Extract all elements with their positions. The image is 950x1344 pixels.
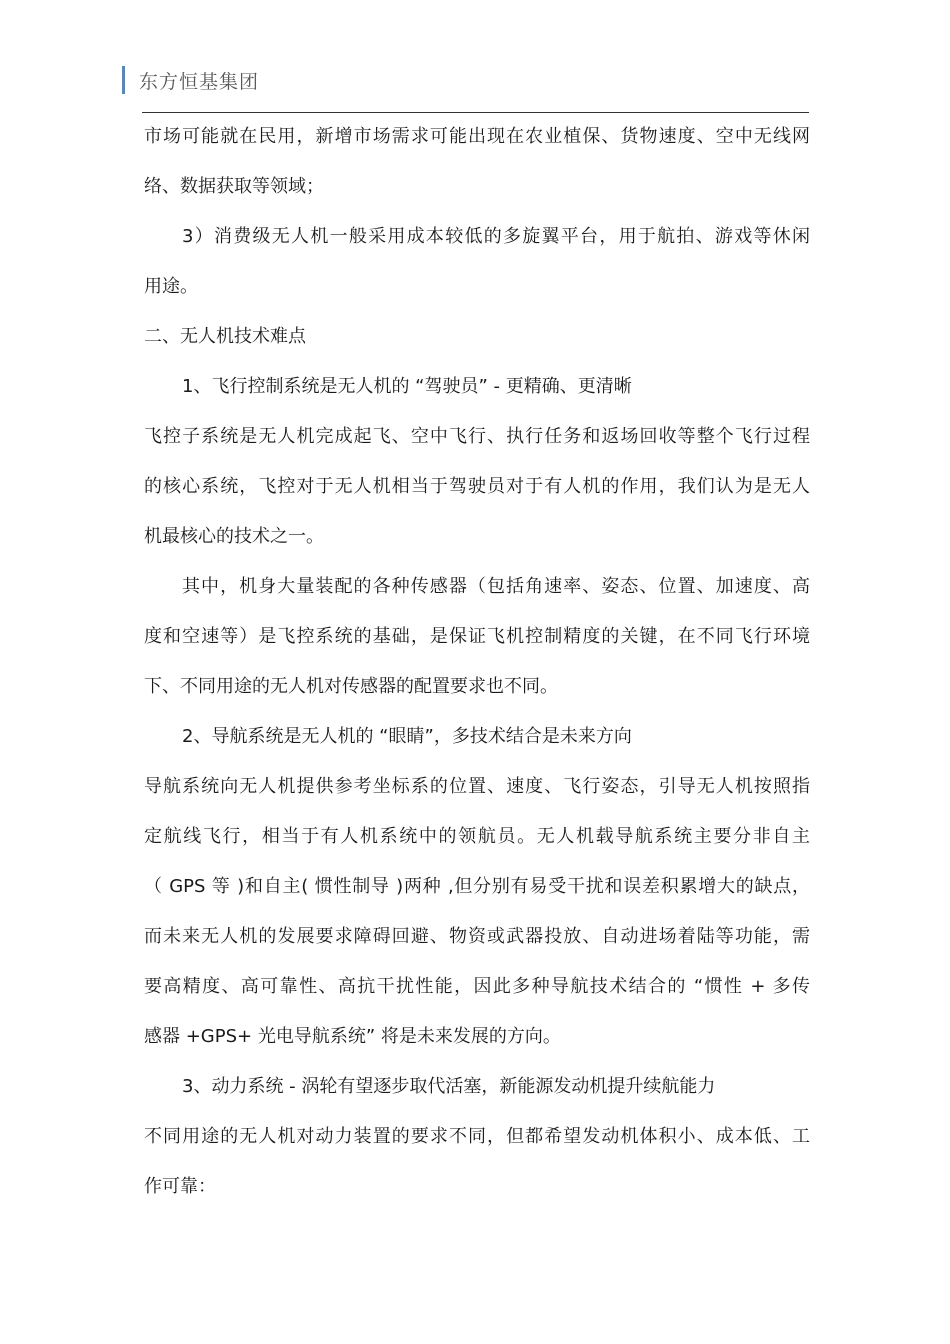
header-accent-bar <box>122 66 125 94</box>
text-line: 要高精度、高可靠性、高抗干扰性能，因此多种导航技术结合的 “惯性 + 多传 <box>144 976 810 997</box>
text-line: 2、导航系统是无人机的 “眼睛”，多技术结合是未来方向 <box>182 726 632 747</box>
text-line: 作可靠： <box>144 1176 216 1197</box>
text-line: 度和空速等）是飞控系统的基础，是保证飞机控制精度的关键，在不同飞行环境 <box>144 626 810 647</box>
text-line: 而未来无人机的发展要求障碍回避、物资或武器投放、自动进场着陆等功能，需 <box>144 926 810 947</box>
text-line: 下、不同用途的无人机对传感器的配置要求也不同。 <box>144 676 558 697</box>
text-line: 络、数据获取等领域； <box>144 176 324 197</box>
text-line: 3、动力系统 - 涡轮有望逐步取代活塞，新能源发动机提升续航能力 <box>182 1076 716 1097</box>
text-line: （ GPS 等 )和自主( 惯性制导 )两种 ,但分别有易受干扰和误差积累增大的缺点， <box>144 876 810 897</box>
header-title: 东方恒基集团 <box>139 70 260 93</box>
text-line: 感器 +GPS+ 光电导航系统” 将是未来发展的方向。 <box>144 1026 561 1047</box>
page-header <box>122 66 259 94</box>
text-line: 市场可能就在民用，新增市场需求可能出现在农业植保、货物速度、空中无线网 <box>144 126 810 147</box>
text-line: 二、无人机技术难点 <box>144 326 306 347</box>
text-line: 飞控子系统是无人机完成起飞、空中飞行、执行任务和返场回收等整个飞行过程 <box>144 426 810 447</box>
text-line: 的核心系统，飞控对于无人机相当于驾驶员对于有人机的作用，我们认为是无人 <box>144 476 810 497</box>
text-line: 机最核心的技术之一。 <box>144 526 324 547</box>
text-line: 定航线飞行，相当于有人机系统中的领航员。无人机载导航系统主要分非自主 <box>144 826 810 847</box>
text-line: 导航系统向无人机提供参考坐标系的位置、速度、飞行姿态，引导无人机按照指 <box>144 776 810 797</box>
document-body <box>144 112 810 1212</box>
text-line: 不同用途的无人机对动力装置的要求不同，但都希望发动机体积小、成本低、工 <box>144 1126 810 1147</box>
text-line: 3）消费级无人机一般采用成本较低的多旋翼平台，用于航拍、游戏等休闲 <box>182 226 810 247</box>
text-line: 其中，机身大量装配的各种传感器（包括角速率、姿态、位置、加速度、高 <box>182 576 810 597</box>
text-line: 1、飞行控制系统是无人机的 “驾驶员” - 更精确、更清晰 <box>182 376 632 397</box>
text-line: 用途。 <box>144 276 198 297</box>
